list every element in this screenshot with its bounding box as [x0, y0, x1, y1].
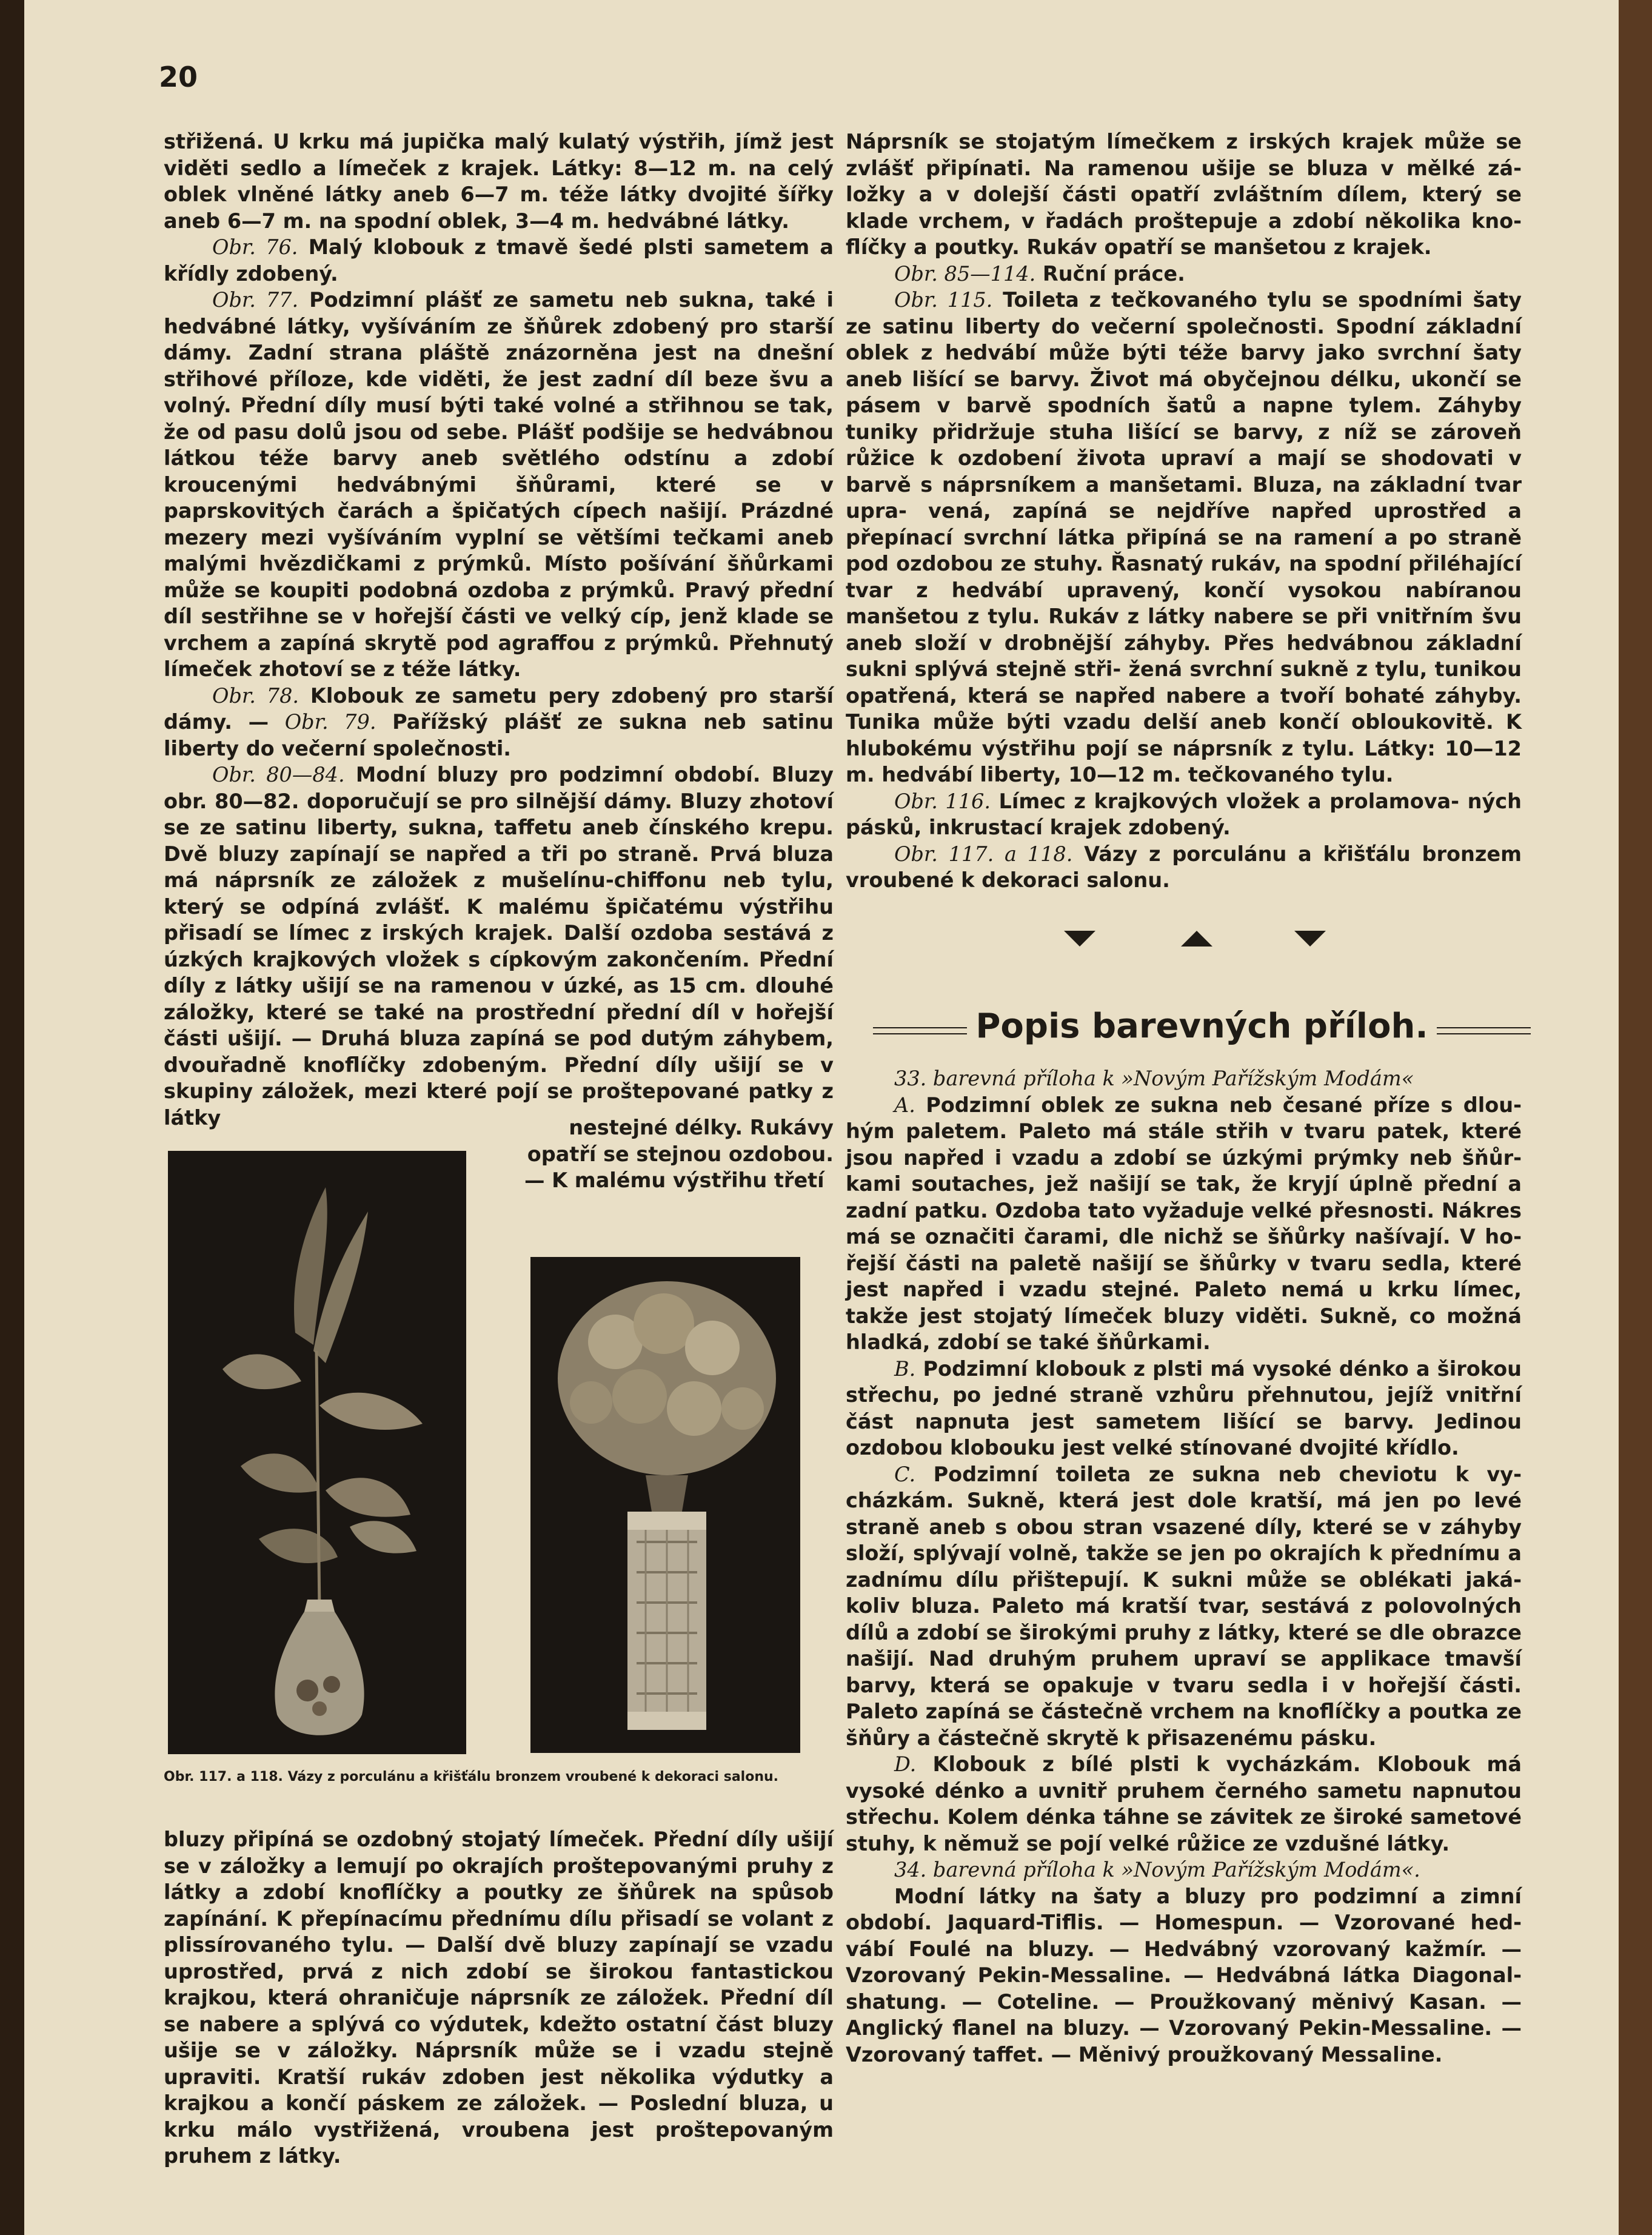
figure-vases [142, 1142, 840, 1766]
paragraph: Náprsník se stojatým límečkem z irských krajek může se zvlášť připínati. Na ramenou ušije se bluza v mělké zá- ložky a v dolejší části opatří zvláštním dílem, který se klade vrchem, v řadách proštepuje a zdobí několika kno- flíčky a poutky. Rukáv opatří se manšetou z krajek. [846, 130, 1522, 259]
paragraph: bluzy připíná se ozdobný stojatý límeček. Přední díly ušijí se v záložky a lemují po okrajích proštepovanými pruhy z látky a zdobí knoflíčky a poutky ze šňůrek na spůsob zapínání. K přepínacímu přednímu dílu přisadí se volant z plissírovaného tylu. — Další dvě bluzy zapínají se vzadu uprostřed, prvá z nich zdobí se širokou fantastickou krajkou, která ohraničuje náprsník ze záložek. Přední díl se nabere a splývá co výdutek, kdežto ostatní část bluzy ušije se v záložky. Náprsník může se i vzadu stejně upraviti. Kratší rukáv zdoben jest několika výdutky a krajkou a končí páskem ze záložek. — Poslední bluza, u krku málo vystřižená, vroubena jest proštepovaným pruhem z látky. [164, 1828, 834, 2168]
right-column-bottom [846, 1065, 1522, 2068]
paragraph: nestejné délky. Rukávy opatří se stejnou ozdobou. — K malému výstřihu třetí [524, 1116, 834, 1192]
left-column-bottom [164, 1826, 834, 2170]
vase-photo-crystal [530, 1257, 800, 1753]
paragraph: D. Klobouk z bílé plsti k vycházkám. Klobouk má vysoké dénko a uvnitř pruhem černého sametu napnutou střechu. Kolem dénka táhne se závitek ze široké sametové stuhy, k němuž se pojí velké růžice ze vzdušné látky. [846, 1752, 1522, 1855]
book-edge-right [1619, 0, 1652, 2235]
paragraph: střižená. U krku má jupička malý kulatý výstřih, jímž jest viděti sedlo a límeček z krajek. Látky: 8—12 m. na celý oblek vlněné látky aneb 6—7 m. téže látky dvojité šířky aneb 6—7 m. na spodní oblek, 3—4 m. hedvábné látky. [164, 130, 834, 233]
vase-photo-porcelain [168, 1151, 466, 1754]
page-number: 20 [159, 61, 198, 93]
ornament-triangle-down [1064, 931, 1095, 947]
paragraph: Obr. 117. a 118. Vázy z porculánu a křišťálu bronzem vroubené k dekoraci salonu. [846, 842, 1522, 892]
book-spine-left [0, 0, 24, 2235]
heading-rule-right [1437, 1027, 1531, 1034]
ornament-triangle-up [1181, 931, 1212, 947]
left-column-top [164, 129, 834, 1131]
paragraph: Modní látky na šaty a bluzy pro podzimní a zimní období. Jaquard-Tiflis. — Homespun. — Vzorované hed- vábí Foulé na bluzy. — Hedvábný vzorovaný kažmír. — Vzorovaný Pekin-Messaline. — Hedvábná látka Diagonal- shatung. — Coteline. — Proužkovaný měnivý Kasan. — Anglický flanel na bluzy. — Vzorovaný Pekin-Messaline. — Vzorovaný taffet. — Měnivý proužkovaný Messaline. [846, 1884, 1522, 2066]
paragraph: B. Podzimní klobouk z plsti má vysoké dénko a širokou střechu, po jedné straně vzhůru přehnutou, jejíž vnitřní část napnuta jest sametem lišící se barvy. Jedinou ozdobou klobouku jest velké stínované dvojité křídlo. [846, 1356, 1522, 1459]
paragraph: Obr. 76. Malý klobouk z tmavě šedé plsti sametem a křídly zdobený. [164, 235, 834, 286]
right-column-top [846, 129, 1522, 894]
section-heading [846, 1007, 1522, 1055]
paragraph: Obr. 78. Klobouk ze sametu pery zdobený pro starší dámy. — Obr. 79. Pařížský plášť ze sukna neb satinu liberty do večerní společnosti. [164, 683, 834, 760]
paragraph: Obr. 80—84. Modní bluzy pro podzimní období. Bluzy obr. 80—82. doporučují se pro silnější dámy. Bluzy zhotoví se ze satinu liberty, sukna, taffetu aneb čínského krepu. Dvě bluzy zapínají se napřed a tři po straně. Prvá bluza má náprsník ze záložek z mušelínu-chiffonu neb tylu, který se odpíná zvlášť. K malému špičatému výstřihu přisadí se límec z irských krajek. Další ozdoba sestává z úzkých krajkových vložek s cípkovým zakončením. Přední díly z látky ušijí se na ramenou v úzké, as 15 cm. dlouhé záložky, které se také na prostřední přední díl v hořejší části ušijí. — Druhá bluza zapíná se pod dutým záhybem, dvouřadně knoflíčky zdobeným. Přední díly ušijí se v skupiny záložek, mezi které pojí se proštepované patky z látky [164, 763, 834, 1130]
paragraph: Obr. 77. Podzimní plášť ze sametu neb sukna, také i hedvábné látky, vyšíváním ze šňůrek zdobený pro starší dámy. Zadní strana pláště znázorněna jest na dnešní střihové příloze, kde viděti, že jest zadní díl beze švu a volný. Přední díly musí býti také volné a střihnou se tak, že od pasu dolů jsou od sebe. Plášť podšije se hedvábnou látkou téže barvy aneb světlého odstínu a zdobí kroucenými hedvábnými šňůrami, které se v paprskovitých čarách a špičatých cípech našijí. Prázdné mezery mezi vyšíváním vyplní se většími tečkami aneb malými hvězdičkami z prýmků. Místo pošívání šňůrkami může se koupiti podobná ozdoba z prýmků. Pravý přední díl sestřihne se v hořejší části ve velký cíp, jenž klade se vrchem a zapíná skrytě pod agraffou z prýmků. Přehnutý límeček zhotoví se z téže látky. [164, 288, 834, 681]
paragraph: A. Podzimní oblek ze sukna neb česané příze s dlou- hým paletem. Paleto má stále střih v tvaru patek, které jsou napřed i vzadu a zdobí se úzkými prýmky neb šňůr- kami soutaches, jež našijí se tak, že kryjí úplně přední a zadní patku. Ozdoba tato vyžaduje velké přesnosti. Nákres má se označiti čarami, dle nichž se šňůrky našívají. V ho- řejší části na paletě našijí se šňůrky v tvaru sedla, které jest napřed i vzadu stejné. Paleto nemá u krku límec, takže jest stojatý límeček bluzy viděti. Sukně, co možná hladká, zdobí se také šňůrkami. [846, 1093, 1522, 1354]
paragraph: Obr. 115. Toileta z tečkovaného tylu se spodními šaty ze satinu liberty do večerní společnosti. Spodní základní oblek z hedvábí může býti téže barvy jako svrchní šaty aneb lišící se barvy. Život má obyčejnou délku, ukončí se pásem v barvě spodních šatů a napne tylem. Záhyby tuniky přidržuje stuha lišící se barvy, z níž se zároveň růžice k ozdobení života upraví a mají se shodovati v barvě s náprsníkem a manšetami. Bluza, na základní tvar upra- vená, zapíná se nejdříve napřed uprostřed a přepínací svrchní látka připíná se na ramení a po straně pod ozdobou ze stuhy. Řasnatý rukáv, na spodní přiléhající tvar z hedvábí upravený, končí vysokou nabíranou manšetou z tylu. Rukáv z látky nabere se při vnitřním švu aneb složí v drobnější záhyby. Přes hedvábnou základní sukni splývá stejně stři- žená svrchní sukně z tylu, tunikou opatřená, která se napřed nabere a tvoří bohaté záhyby. Tunika může býti vzadu delší aneb končí obloukovitě. K hlubokému výstřihu pojí se náprsník z tylu. Látky: 10—12 m. hedvábí liberty, 10—12 m. tečkovaného tylu. [846, 288, 1522, 786]
subheading: 33. barevná příloha k »Novým Pařížským Modám« [894, 1067, 1414, 1090]
figure-caption: Obr. 117. a 118. Vázy z porculánu a křišťálu bronzem vroubené k dekoraci salonu. [164, 1769, 779, 1784]
paragraph: Obr. 85—114. Ruční práce. [894, 261, 1185, 286]
paragraph: Obr. 116. Límec z krajkových vložek a prolamova- ných pásků, inkrustací krajek zdobený. [846, 789, 1522, 839]
paragraph: C. Podzimní toileta ze sukna neb cheviotu k vy- cházkám. Sukně, která jest dole kratší, má jen po levé straně aneb s obou stran vsazené díly, které se v záhyby složí, splývají volně, takže se jen po okrajích k přednímu a zadnímu dílu přištepují. K sukni může se oblékati jaká- koliv bluza. Paleto má kratší tvar, sestává z polovolných dílů a zdobí se širokými pruhy z látky, které se dle obrazce našijí. Nad druhým pruhem upraví se applikace tmavší barvy, která se opakuje v tvaru sedla i v hořejší části. Paleto zapíná se částečně vrchem na knoflíčky a poutka ze šňůry a částečně skrytě k přisazenému pásku. [846, 1462, 1522, 1750]
section-heading-title: Popis barevných příloh. [975, 1007, 1428, 1046]
ornament-triangle-down [1294, 931, 1326, 947]
subheading: 34. barevná příloha k »Novým Pařížským Modám«. [894, 1858, 1420, 1881]
